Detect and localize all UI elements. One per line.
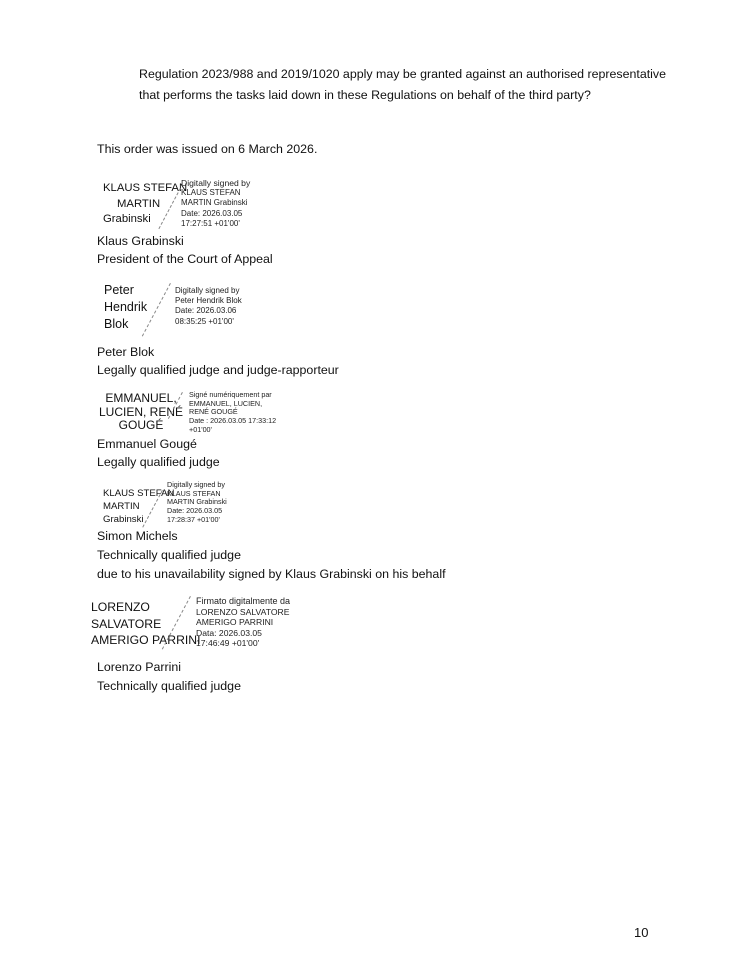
question-paragraph: [139, 64, 679, 106]
digital-signature-name: Peter Hendrik Blok: [104, 283, 148, 331]
digital-signature-name: LORENZO SALVATORE AMERIGO PARRINI: [91, 600, 201, 647]
paragraph-line: that performs the tasks laid down in these Regulations on behalf of the third party?: [139, 88, 591, 102]
digital-signature-name: KLAUS STEFAN MARTIN Grabinski: [103, 488, 175, 525]
paragraph-line: Regulation 2023/988 and 2019/1020 apply may be granted against an authorised representative: [139, 67, 666, 81]
digital-signature-name: KLAUS STEFAN MARTIN Grabinski: [103, 182, 188, 225]
signer-name: Emmanuel Gougé: [97, 437, 197, 451]
page-number: 10: [634, 925, 649, 940]
signing-note: due to his unavailability signed by Klaus Grabinski on his behalf: [97, 567, 446, 581]
signer-name: Lorenzo Parrini: [97, 660, 182, 674]
digital-signature-details: Digitally signed by Peter Hendrik Blok Date: 2026.03.06 08:35:25 +01'00': [175, 286, 242, 326]
order-issued-date: This order was issued on 6 March 2026.: [97, 142, 318, 156]
signer-role: Technically qualified judge: [97, 548, 241, 562]
signer-name: Klaus Grabinski: [97, 234, 184, 248]
signer-role: Technically qualified judge: [97, 679, 241, 693]
signer-role: President of the Court of Appeal: [97, 252, 273, 266]
signer-role: Legally qualified judge: [97, 455, 220, 469]
digital-signature-details: Firmato digitalmente da LORENZO SALVATORE AMERIGO PARRINI Data: 2026.03.05 17:46:49 +01'00': [196, 596, 291, 649]
digital-signature-details: Digitally signed by KLAUS STEFAN MARTIN Grabinski Date: 2026.03.05 17:28:37 +01'00': [167, 480, 227, 524]
signer-role: Legally qualified judge and judge-rapporteur: [97, 363, 339, 377]
digital-signature-name: EMMANUEL, LUCIEN, RENÉ GOUGÉ: [98, 391, 184, 432]
signer-name: Peter Blok: [97, 345, 155, 359]
signer-name: Simon Michels: [97, 529, 178, 543]
digital-signature-details: Signé numériquement par EMMANUEL, LUCIEN, RENÉ GOUGÉ Date : 2026.03.05 17:33:12 +01'00': [189, 390, 277, 434]
digital-signature-details: Digitally signed by KLAUS STEFAN MARTIN Grabinski Date: 2026.03.05 17:27:51 +01'00': [181, 178, 251, 228]
